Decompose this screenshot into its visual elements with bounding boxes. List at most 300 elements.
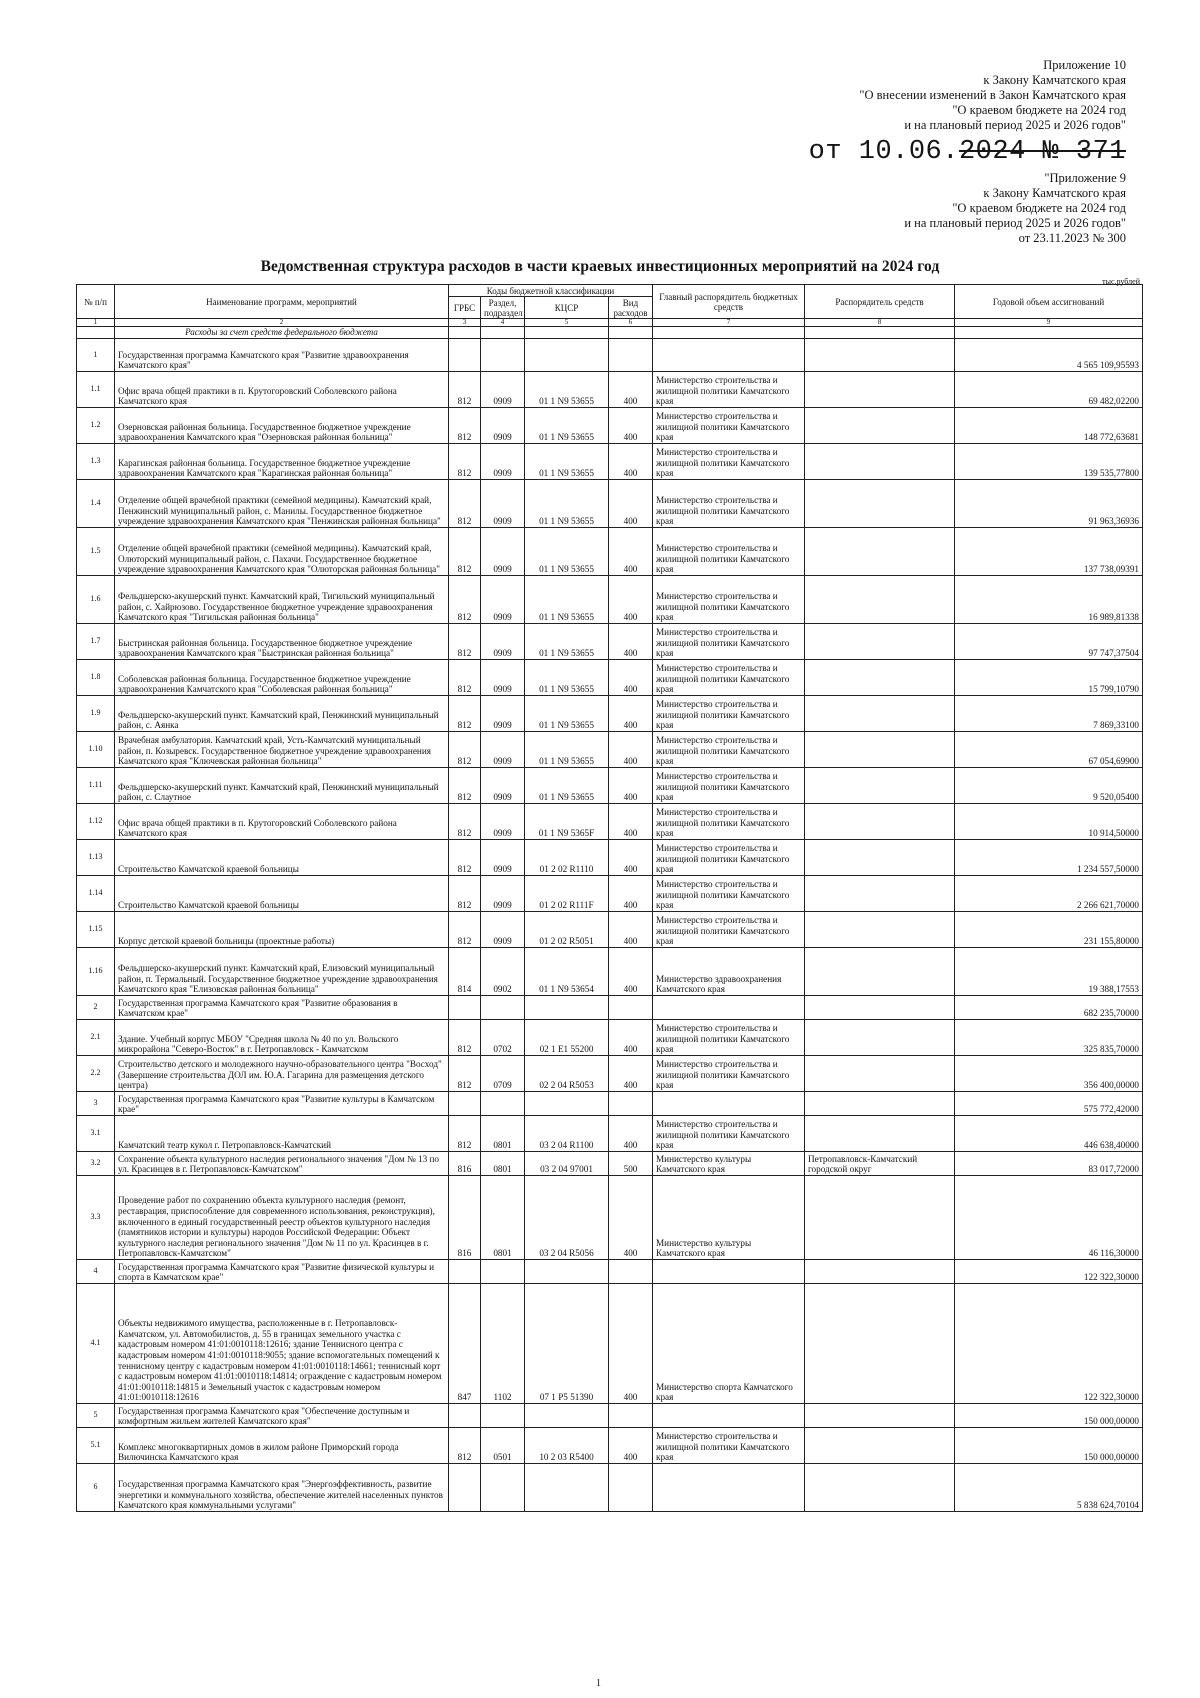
row-name: Государственная программа Камчатского края "Обеспечение доступным и комфортным жильем жителей Камчатского края" bbox=[115, 1404, 449, 1428]
row-amount: 2 266 621,70000 bbox=[955, 876, 1143, 912]
row-manager bbox=[805, 1092, 955, 1116]
row-amount: 4 565 109,95593 bbox=[955, 339, 1143, 372]
header-line: Приложение 10 bbox=[1043, 58, 1126, 72]
row-manager bbox=[805, 624, 955, 660]
row-vid: 400 bbox=[609, 528, 653, 576]
column-index: 8 bbox=[805, 319, 955, 327]
table-row bbox=[77, 1176, 1143, 1260]
row-name: Офис врача общей практики в п. Крутогоровский Соболевского района Камчатского края bbox=[115, 804, 449, 840]
row-amount: 122 322,30000 bbox=[955, 1260, 1143, 1284]
column-index: 1 bbox=[77, 319, 115, 327]
row-main-manager: Министерство строительства и жилищной политики Камчатского края bbox=[653, 840, 805, 876]
row-amount: 148 772,63681 bbox=[955, 408, 1143, 444]
row-amount: 7 869,33100 bbox=[955, 696, 1143, 732]
row-name: Озерновская районная больница. Государственное бюджетное учреждение здравоохранения Камчатского края "Озерновская районная больница" bbox=[115, 408, 449, 444]
row-number: 3.3 bbox=[77, 1176, 115, 1260]
row-main-manager: Министерство строительства и жилищной политики Камчатского края bbox=[653, 372, 805, 408]
row-manager bbox=[805, 768, 955, 804]
row-kcsr: 01 1 N9 53655 bbox=[525, 372, 609, 408]
row-amount: 15 799,10790 bbox=[955, 660, 1143, 696]
row-main-manager bbox=[653, 1092, 805, 1116]
table-row bbox=[77, 912, 1143, 948]
row-amount: 10 914,50000 bbox=[955, 804, 1143, 840]
row-manager bbox=[805, 372, 955, 408]
row-kcsr: 01 1 N9 53655 bbox=[525, 528, 609, 576]
row-vid: 400 bbox=[609, 624, 653, 660]
row-amount: 46 116,30000 bbox=[955, 1176, 1143, 1260]
row-razdel: 0909 bbox=[481, 804, 525, 840]
row-manager bbox=[805, 1056, 955, 1092]
row-grbs: 812 bbox=[449, 480, 481, 528]
row-manager bbox=[805, 1176, 955, 1260]
table-row bbox=[77, 696, 1143, 732]
row-kcsr: 01 1 N9 53655 bbox=[525, 480, 609, 528]
row-main-manager bbox=[653, 1464, 805, 1512]
row-main-manager bbox=[653, 996, 805, 1020]
table-row bbox=[77, 840, 1143, 876]
row-grbs: 812 bbox=[449, 372, 481, 408]
row-grbs: 812 bbox=[449, 444, 481, 480]
row-number: 1.2 bbox=[77, 408, 115, 444]
table-row bbox=[77, 339, 1143, 372]
row-number: 1.15 bbox=[77, 912, 115, 948]
column-index: 5 bbox=[525, 319, 609, 327]
row-kcsr: 01 1 N9 53655 bbox=[525, 732, 609, 768]
row-name: Врачебная амбулатория. Камчатский край, Усть-Камчатский муниципальный район, п. Козыревск. Государственное бюджетное учреждение здравоохранения Камчатского края "Ключевская районная больница" bbox=[115, 732, 449, 768]
row-vid: 400 bbox=[609, 576, 653, 624]
row-name: Комплекс многоквартирных домов в жилом районе Приморский города Вилючинска Камчатского края bbox=[115, 1428, 449, 1464]
row-grbs: 812 bbox=[449, 624, 481, 660]
row-amount: 150 000,00000 bbox=[955, 1404, 1143, 1428]
row-number: 2 bbox=[77, 996, 115, 1020]
row-name: Офис врача общей практики в п. Крутогоровский Соболевского района Камчатского края bbox=[115, 372, 449, 408]
row-manager bbox=[805, 804, 955, 840]
row-vid: 400 bbox=[609, 732, 653, 768]
row-kcsr: 01 1 N9 53655 bbox=[525, 660, 609, 696]
table-row bbox=[77, 804, 1143, 840]
row-main-manager: Министерство строительства и жилищной политики Камчатского края bbox=[653, 768, 805, 804]
col-header-grbs: ГРБС bbox=[449, 297, 481, 319]
header-line: от 23.11.2023 № 300 bbox=[1018, 231, 1126, 245]
row-grbs: 812 bbox=[449, 660, 481, 696]
row-manager bbox=[805, 948, 955, 996]
row-manager bbox=[805, 480, 955, 528]
row-number: 1 bbox=[77, 339, 115, 372]
row-grbs bbox=[449, 339, 481, 372]
row-number: 2.1 bbox=[77, 1020, 115, 1056]
row-razdel bbox=[481, 339, 525, 372]
table-row bbox=[77, 624, 1143, 660]
header-line: к Закону Камчатского края bbox=[983, 186, 1126, 200]
expenditure-table bbox=[76, 284, 1143, 1512]
row-razdel: 0909 bbox=[481, 696, 525, 732]
row-number: 1.13 bbox=[77, 840, 115, 876]
header-line: "Приложение 9 bbox=[1044, 171, 1126, 185]
row-amount: 325 835,70000 bbox=[955, 1020, 1143, 1056]
row-razdel bbox=[481, 1260, 525, 1284]
row-kcsr: 01 1 N9 53655 bbox=[525, 624, 609, 660]
row-number: 1.1 bbox=[77, 372, 115, 408]
row-main-manager: Министерство строительства и жилищной политики Камчатского края bbox=[653, 444, 805, 480]
col-header-num: № п/п bbox=[77, 285, 115, 319]
row-kcsr: 01 1 N9 53655 bbox=[525, 696, 609, 732]
row-grbs: 812 bbox=[449, 768, 481, 804]
row-name: Фельдшерско-акушерский пункт. Камчатский край, Пенжинский муниципальный район, с. Слаутное bbox=[115, 768, 449, 804]
row-number: 2.2 bbox=[77, 1056, 115, 1092]
row-amount: 69 482,02200 bbox=[955, 372, 1143, 408]
row-name: Государственная программа Камчатского края "Развитие здравоохранения Камчатского края" bbox=[115, 339, 449, 372]
row-grbs bbox=[449, 1464, 481, 1512]
row-grbs: 812 bbox=[449, 840, 481, 876]
row-grbs: 812 bbox=[449, 912, 481, 948]
header-line: и на плановый период 2025 и 2026 годов" bbox=[904, 118, 1126, 132]
row-amount: 575 772,42000 bbox=[955, 1092, 1143, 1116]
row-manager bbox=[805, 1116, 955, 1152]
row-name: Проведение работ по сохранению объекта культурного наследия (ремонт, реставрация, приспособление для современного использования, реконструкция), включенного в единый государственный реестр объектов культурного наследия (памятников истории и культуры) народов Российской Федерации: Объект культурного наследия регионального значения "Дом № 11 по ул. Красинцев в г. Петропавловск-Камчатском" bbox=[115, 1176, 449, 1260]
row-amount: 19 388,17553 bbox=[955, 948, 1143, 996]
row-amount: 150 000,00000 bbox=[955, 1428, 1143, 1464]
table-row bbox=[77, 372, 1143, 408]
row-grbs: 812 bbox=[449, 1020, 481, 1056]
row-razdel: 0709 bbox=[481, 1056, 525, 1092]
row-vid bbox=[609, 1404, 653, 1428]
row-grbs: 812 bbox=[449, 528, 481, 576]
col-header-main-manager: Главный распорядитель бюджетных средств bbox=[653, 285, 805, 319]
column-index: 4 bbox=[481, 319, 525, 327]
table-row bbox=[77, 876, 1143, 912]
row-number: 1.7 bbox=[77, 624, 115, 660]
row-razdel: 0801 bbox=[481, 1116, 525, 1152]
row-manager: Петропавловск-Камчатский городской округ bbox=[805, 1152, 955, 1176]
row-vid: 400 bbox=[609, 1116, 653, 1152]
row-razdel bbox=[481, 1092, 525, 1116]
row-razdel: 0909 bbox=[481, 624, 525, 660]
row-vid: 400 bbox=[609, 372, 653, 408]
row-vid: 400 bbox=[609, 912, 653, 948]
table-row bbox=[77, 732, 1143, 768]
row-manager bbox=[805, 1260, 955, 1284]
row-kcsr: 07 1 P5 51390 bbox=[525, 1284, 609, 1404]
row-main-manager: Министерство строительства и жилищной политики Камчатского края bbox=[653, 1428, 805, 1464]
row-vid: 400 bbox=[609, 948, 653, 996]
row-main-manager: Министерство строительства и жилищной политики Камчатского края bbox=[653, 696, 805, 732]
row-kcsr bbox=[525, 1404, 609, 1428]
table-row bbox=[77, 1056, 1143, 1092]
row-grbs: 812 bbox=[449, 576, 481, 624]
row-number: 1.4 bbox=[77, 480, 115, 528]
row-amount: 67 054,69900 bbox=[955, 732, 1143, 768]
column-index: 6 bbox=[609, 319, 653, 327]
row-vid: 400 bbox=[609, 804, 653, 840]
header-line: и на плановый период 2025 и 2026 годов" bbox=[904, 216, 1126, 230]
row-razdel: 0909 bbox=[481, 840, 525, 876]
table-row bbox=[77, 576, 1143, 624]
row-main-manager: Министерство строительства и жилищной политики Камчатского края bbox=[653, 624, 805, 660]
table-row bbox=[77, 1464, 1143, 1512]
row-name: Строительство детского и молодежного научно-образовательного центра "Восход" (Завершение строительства ДОЛ им. Ю.А. Гагарина для размещения детского центра) bbox=[115, 1056, 449, 1092]
row-vid: 400 bbox=[609, 480, 653, 528]
row-main-manager: Министерство строительства и жилищной политики Камчатского края bbox=[653, 732, 805, 768]
col-header-kcsr: КЦСР bbox=[525, 297, 609, 319]
row-amount: 97 747,37504 bbox=[955, 624, 1143, 660]
column-index: 3 bbox=[449, 319, 481, 327]
row-razdel: 0909 bbox=[481, 372, 525, 408]
row-vid bbox=[609, 996, 653, 1020]
row-name: Государственная программа Камчатского края "Развитие физической культуры и спорта в Камчатском крае" bbox=[115, 1260, 449, 1284]
row-main-manager: Министерство спорта Камчатского края bbox=[653, 1284, 805, 1404]
row-razdel: 0801 bbox=[481, 1176, 525, 1260]
row-manager bbox=[805, 660, 955, 696]
row-manager bbox=[805, 444, 955, 480]
header-line: "О краевом бюджете на 2024 год bbox=[952, 201, 1126, 215]
table-row bbox=[77, 1404, 1143, 1428]
row-razdel: 0909 bbox=[481, 660, 525, 696]
column-index: 2 bbox=[115, 319, 449, 327]
header-line: "О краевом бюджете на 2024 год bbox=[952, 103, 1126, 117]
row-grbs: 812 bbox=[449, 1428, 481, 1464]
row-main-manager: Министерство строительства и жилищной политики Камчатского края bbox=[653, 408, 805, 444]
appendix-header-bottom bbox=[706, 171, 1126, 246]
row-main-manager: Министерство строительства и жилищной политики Камчатского края bbox=[653, 804, 805, 840]
row-vid bbox=[609, 1464, 653, 1512]
row-number: 1.5 bbox=[77, 528, 115, 576]
row-main-manager: Министерство строительства и жилищной политики Камчатского края bbox=[653, 576, 805, 624]
row-number: 1.8 bbox=[77, 660, 115, 696]
row-name: Отделение общей врачебной практики (семейной медицины). Камчатский край, Пенжинский муниципальный район, с. Манилы. Государственное бюджетное учреждение здравоохранения Камчатского края "Пенжинская районная больница" bbox=[115, 480, 449, 528]
row-number: 1.6 bbox=[77, 576, 115, 624]
row-amount: 1 234 557,50000 bbox=[955, 840, 1143, 876]
row-kcsr: 03 2 04 97001 bbox=[525, 1152, 609, 1176]
row-manager bbox=[805, 576, 955, 624]
row-kcsr: 01 1 N9 5365F bbox=[525, 804, 609, 840]
row-kcsr: 10 2 03 R5400 bbox=[525, 1428, 609, 1464]
row-grbs: 816 bbox=[449, 1176, 481, 1260]
row-number: 4.1 bbox=[77, 1284, 115, 1404]
table-row bbox=[77, 1020, 1143, 1056]
row-name: Фельдшерско-акушерский пункт. Камчатский край, Пенжинский муниципальный район, с. Аянка bbox=[115, 696, 449, 732]
table-row bbox=[77, 408, 1143, 444]
row-main-manager: Министерство строительства и жилищной политики Камчатского края bbox=[653, 480, 805, 528]
row-manager bbox=[805, 339, 955, 372]
row-main-manager bbox=[653, 339, 805, 372]
header-line: к Закону Камчатского края bbox=[983, 73, 1126, 87]
row-manager bbox=[805, 996, 955, 1020]
row-kcsr: 02 2 04 R5053 bbox=[525, 1056, 609, 1092]
row-vid: 400 bbox=[609, 1056, 653, 1092]
row-name: Отделение общей врачебной практики (семейной медицины). Камчатский край, Олюторский муниципальный район, с. Пахачи. Государственное бюджетное учреждение здравоохранения Камчатского края "Олюторская районная больница" bbox=[115, 528, 449, 576]
col-header-manager: Распорядитель средств bbox=[805, 285, 955, 319]
row-number: 1.14 bbox=[77, 876, 115, 912]
appendix-header-top bbox=[706, 58, 1126, 133]
row-grbs bbox=[449, 1092, 481, 1116]
table-row bbox=[77, 1092, 1143, 1116]
row-grbs: 812 bbox=[449, 1056, 481, 1092]
row-grbs: 847 bbox=[449, 1284, 481, 1404]
row-name: Государственная программа Камчатского края "Развитие культуры в Камчатском крае" bbox=[115, 1092, 449, 1116]
row-razdel: 0909 bbox=[481, 768, 525, 804]
col-header-amount: Годовой объем ассигнований bbox=[955, 285, 1143, 319]
row-razdel: 0909 bbox=[481, 408, 525, 444]
row-manager bbox=[805, 1020, 955, 1056]
table-row bbox=[77, 528, 1143, 576]
units-label: тыс.рублей bbox=[1102, 277, 1140, 286]
section-title: Расходы за счет средств федерального бюджета bbox=[115, 327, 449, 339]
row-kcsr: 01 2 02 R111F bbox=[525, 876, 609, 912]
row-razdel: 0909 bbox=[481, 876, 525, 912]
row-vid: 400 bbox=[609, 768, 653, 804]
row-grbs: 814 bbox=[449, 948, 481, 996]
row-manager bbox=[805, 1284, 955, 1404]
row-number: 1.16 bbox=[77, 948, 115, 996]
row-name: Здание. Учебный корпус МБОУ "Средняя школа № 40 по ул. Вольского микрорайона "Северо-Восток" в г. Петропавловск - Камчатском bbox=[115, 1020, 449, 1056]
row-manager bbox=[805, 1428, 955, 1464]
table-row bbox=[77, 996, 1143, 1020]
row-razdel bbox=[481, 1464, 525, 1512]
row-vid: 400 bbox=[609, 1428, 653, 1464]
row-vid: 400 bbox=[609, 408, 653, 444]
table-row bbox=[77, 1284, 1143, 1404]
row-number: 1.3 bbox=[77, 444, 115, 480]
row-name: Сохранение объекта культурного наследия регионального значения "Дом № 13 по ул. Красинцев в г. Петропавловск-Камчатском" bbox=[115, 1152, 449, 1176]
row-main-manager: Министерство строительства и жилищной политики Камчатского края bbox=[653, 1020, 805, 1056]
column-index: 9 bbox=[955, 319, 1143, 327]
table-row bbox=[77, 660, 1143, 696]
row-razdel: 0909 bbox=[481, 528, 525, 576]
row-kcsr: 02 1 E1 55200 bbox=[525, 1020, 609, 1056]
row-name: Камчатский театр кукол г. Петропавловск-Камчатский bbox=[115, 1116, 449, 1152]
row-main-manager: Министерство строительства и жилищной политики Камчатского края bbox=[653, 912, 805, 948]
row-manager bbox=[805, 528, 955, 576]
row-razdel: 0909 bbox=[481, 480, 525, 528]
row-name: Фельдшерско-акушерский пункт. Камчатский край, Елизовский муниципальный район, п. Термальный. Государственное бюджетное учреждение здравоохранения Камчатского края "Елизовская районная больница" bbox=[115, 948, 449, 996]
row-main-manager: Министерство культуры Камчатского края bbox=[653, 1152, 805, 1176]
stamp-prefix: от 10.06. bbox=[808, 137, 959, 167]
row-name: Карагинская районная больница. Государственное бюджетное учреждение здравоохранения Камчатского края "Карагинская районная больница" bbox=[115, 444, 449, 480]
row-main-manager bbox=[653, 1404, 805, 1428]
appendix-header bbox=[706, 58, 1126, 246]
row-name: Быстринская районная больница. Государственное бюджетное учреждение здравоохранения Камчатского края "Быстринская районная больница" bbox=[115, 624, 449, 660]
column-index: 7 bbox=[653, 319, 805, 327]
row-kcsr: 01 2 02 R5051 bbox=[525, 912, 609, 948]
row-vid: 400 bbox=[609, 660, 653, 696]
row-razdel bbox=[481, 996, 525, 1020]
row-vid: 400 bbox=[609, 1176, 653, 1260]
section-row bbox=[77, 327, 1143, 339]
row-kcsr: 01 1 N9 53655 bbox=[525, 408, 609, 444]
stamp-struck: 2024 № 371 bbox=[958, 137, 1126, 167]
row-number: 1.12 bbox=[77, 804, 115, 840]
row-name: Соболевская районная больница. Государственное бюджетное учреждение здравоохранения Камчатского края "Соболевская районная больница" bbox=[115, 660, 449, 696]
row-number: 3.1 bbox=[77, 1116, 115, 1152]
row-main-manager: Министерство строительства и жилищной политики Камчатского края bbox=[653, 1116, 805, 1152]
row-number: 1.11 bbox=[77, 768, 115, 804]
row-vid: 400 bbox=[609, 1020, 653, 1056]
row-grbs bbox=[449, 1404, 481, 1428]
row-razdel: 0909 bbox=[481, 732, 525, 768]
row-kcsr: 01 1 N9 53655 bbox=[525, 768, 609, 804]
row-razdel: 0702 bbox=[481, 1020, 525, 1056]
table-row bbox=[77, 1116, 1143, 1152]
col-header-codes: Коды бюджетной классификации bbox=[449, 285, 653, 297]
table-row bbox=[77, 444, 1143, 480]
row-amount: 5 838 624,70104 bbox=[955, 1464, 1143, 1512]
row-kcsr bbox=[525, 339, 609, 372]
row-vid: 500 bbox=[609, 1152, 653, 1176]
row-grbs: 812 bbox=[449, 876, 481, 912]
row-vid bbox=[609, 1092, 653, 1116]
table-row bbox=[77, 1152, 1143, 1176]
header-line: "О внесении изменений в Закон Камчатского края bbox=[859, 88, 1126, 102]
row-amount: 231 155,80000 bbox=[955, 912, 1143, 948]
row-number: 1.9 bbox=[77, 696, 115, 732]
row-manager bbox=[805, 840, 955, 876]
table-row bbox=[77, 1260, 1143, 1284]
row-kcsr: 03 2 04 R1100 bbox=[525, 1116, 609, 1152]
row-kcsr bbox=[525, 996, 609, 1020]
row-main-manager: Министерство строительства и жилищной политики Камчатского края bbox=[653, 660, 805, 696]
row-razdel: 1102 bbox=[481, 1284, 525, 1404]
row-kcsr bbox=[525, 1092, 609, 1116]
page-mark: 1 bbox=[596, 1678, 601, 1689]
row-amount: 356 400,00000 bbox=[955, 1056, 1143, 1092]
row-vid: 400 bbox=[609, 444, 653, 480]
row-number: 6 bbox=[77, 1464, 115, 1512]
row-manager bbox=[805, 408, 955, 444]
row-main-manager: Министерство здравоохранения Камчатского края bbox=[653, 948, 805, 996]
row-name: Государственная программа Камчатского края "Энергоэффективность, развитие энергетики и коммунального хозяйства, обеспечение жителей населенных пунктов Камчатского края коммунальными услугами" bbox=[115, 1464, 449, 1512]
row-razdel: 0909 bbox=[481, 444, 525, 480]
row-grbs: 812 bbox=[449, 696, 481, 732]
row-main-manager: Министерство строительства и жилищной политики Камчатского края bbox=[653, 1056, 805, 1092]
row-name: Строительство Камчатской краевой больницы bbox=[115, 840, 449, 876]
row-amount: 122 322,30000 bbox=[955, 1284, 1143, 1404]
row-vid bbox=[609, 1260, 653, 1284]
row-manager bbox=[805, 876, 955, 912]
row-name: Объекты недвижимого имущества, расположенные в г. Петропавловск-Камчатском, ул. Автомобилистов, д. 55 в границах земельного участка с кадастровым номером 41:01:0010118:12616; здание Теннисного центра с кадастровым номером 41:01:0010118:9055; здание вспомогательных помещений к теннисному центру с кадастровым номером 41:01:0010118:14661; теннисный корт с кадастровым номером 41:01:0010118:14814; ограждение с кадастровым номером 41:01:0010118:14815 и Земельный участок с кадастровым номером 41:01:0010118:12616 bbox=[115, 1284, 449, 1404]
row-vid bbox=[609, 339, 653, 372]
row-vid: 400 bbox=[609, 840, 653, 876]
row-vid: 400 bbox=[609, 1284, 653, 1404]
row-amount: 9 520,05400 bbox=[955, 768, 1143, 804]
row-amount: 16 989,81338 bbox=[955, 576, 1143, 624]
column-index-row bbox=[77, 319, 1143, 327]
row-razdel: 0909 bbox=[481, 912, 525, 948]
row-vid: 400 bbox=[609, 696, 653, 732]
row-amount: 137 738,09391 bbox=[955, 528, 1143, 576]
row-razdel: 0902 bbox=[481, 948, 525, 996]
col-header-vid: Вид расходов bbox=[609, 297, 653, 319]
row-kcsr: 01 1 N9 53655 bbox=[525, 444, 609, 480]
row-grbs: 812 bbox=[449, 732, 481, 768]
row-grbs bbox=[449, 1260, 481, 1284]
row-manager bbox=[805, 696, 955, 732]
row-amount: 682 235,70000 bbox=[955, 996, 1143, 1020]
col-header-name: Наименование программ, мероприятий bbox=[115, 285, 449, 319]
row-amount: 91 963,36936 bbox=[955, 480, 1143, 528]
row-vid: 400 bbox=[609, 876, 653, 912]
row-kcsr: 01 1 N9 53654 bbox=[525, 948, 609, 996]
row-manager bbox=[805, 1404, 955, 1428]
row-razdel bbox=[481, 1404, 525, 1428]
row-kcsr: 03 2 04 R5056 bbox=[525, 1176, 609, 1260]
row-manager bbox=[805, 732, 955, 768]
row-main-manager: Министерство строительства и жилищной политики Камчатского края bbox=[653, 876, 805, 912]
row-razdel: 0801 bbox=[481, 1152, 525, 1176]
row-number: 5 bbox=[77, 1404, 115, 1428]
row-grbs: 812 bbox=[449, 408, 481, 444]
col-header-razdel: Раздел, подраздел bbox=[481, 297, 525, 319]
row-number: 3 bbox=[77, 1092, 115, 1116]
